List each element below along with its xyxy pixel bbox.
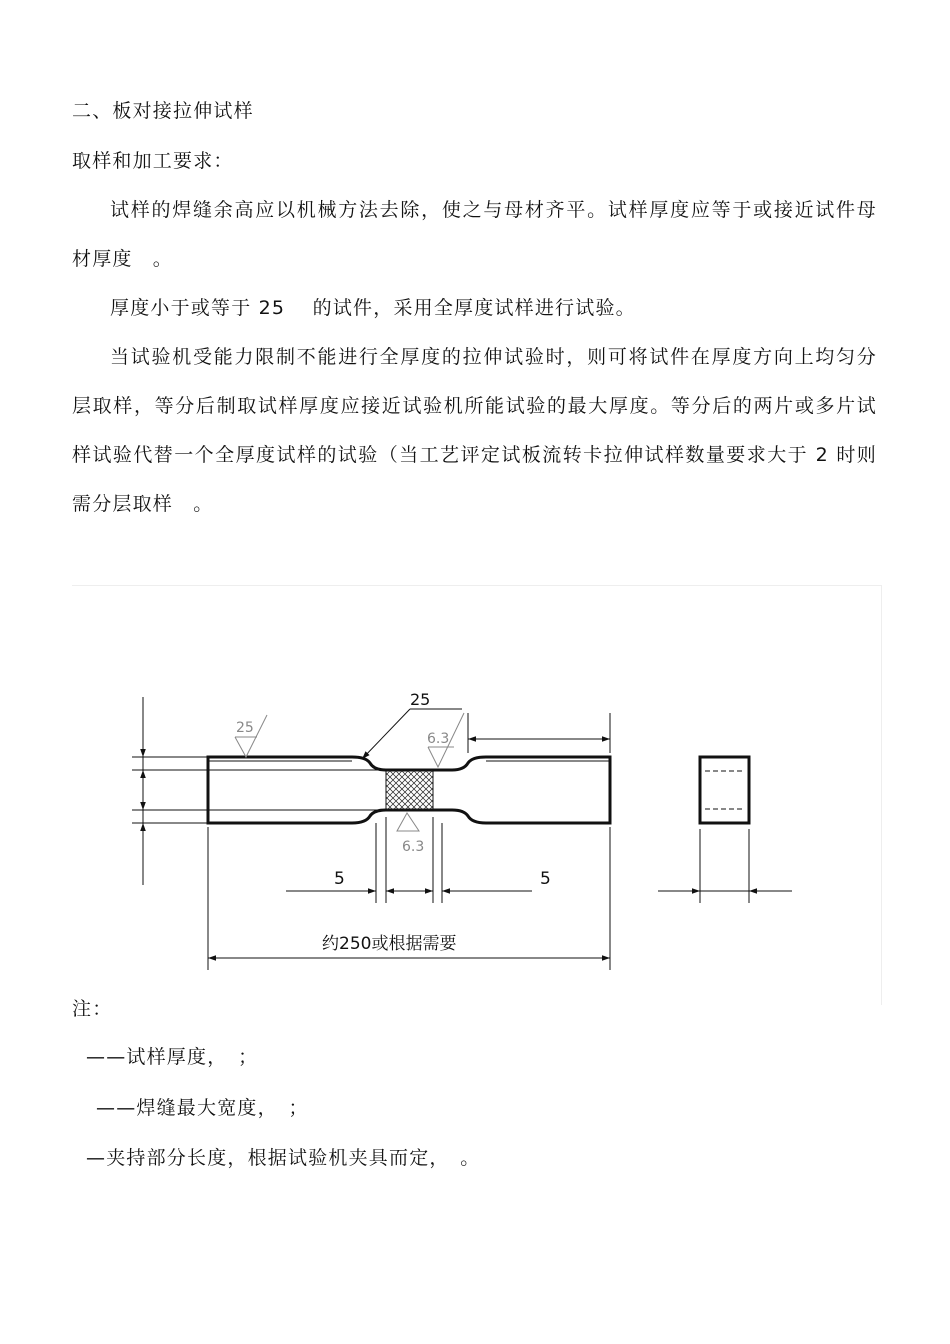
overall-length-label: 约250或根据需要 (322, 934, 457, 954)
notes-heading: 注： (72, 998, 113, 1020)
note-item-3: —夹持部分长度，根据试验机夹具而定， 。 (86, 1147, 481, 1169)
dimension-left-label: 5 (334, 869, 345, 889)
tensile-specimen-figure (72, 585, 882, 1005)
cross-section (658, 757, 792, 903)
specimen-drawing (72, 585, 882, 1005)
roughness-bottom-label: 6.3 (402, 839, 425, 855)
weld-roughness-label: 25 (410, 690, 431, 709)
dimension-right-label: 5 (540, 869, 551, 889)
roughness-symbol-bottom (397, 813, 419, 831)
roughness-top-label: 6.3 (427, 731, 450, 747)
note-item-2: ——焊缝最大宽度， ； (96, 1097, 309, 1119)
note-item-1: ——试样厚度， ； (86, 1046, 259, 1068)
paragraph-3: 当试验机受能力限制不能进行全厚度的拉伸试验时，则可将试件在厚度方向上均匀分层取样，等分后制取试样厚度应接近试验机所能试验的最大厚度。等分后的两片或多片试样试验代替一个全厚度试样的试验（当工艺评定试板流转卡拉伸试样数量要求大于 2 时则需分层取样 。 (72, 346, 877, 515)
section-title: 二、板对接拉伸试样 (72, 100, 254, 122)
thickness-dimension (132, 697, 382, 885)
grip-length-dimension (468, 713, 610, 753)
roughness-left-label: 25 (236, 720, 254, 736)
paragraph-1: 试样的焊缝余高应以机械方法去除，使之与母材齐平。试样厚度应等于或接近试件母材厚度 。 (72, 199, 877, 270)
subtitle: 取样和加工要求： (72, 150, 234, 172)
paragraph-2: 厚度小于或等于 25 的试件，采用全厚度试样进行试验。 (110, 297, 636, 319)
weld-zone (386, 770, 433, 810)
